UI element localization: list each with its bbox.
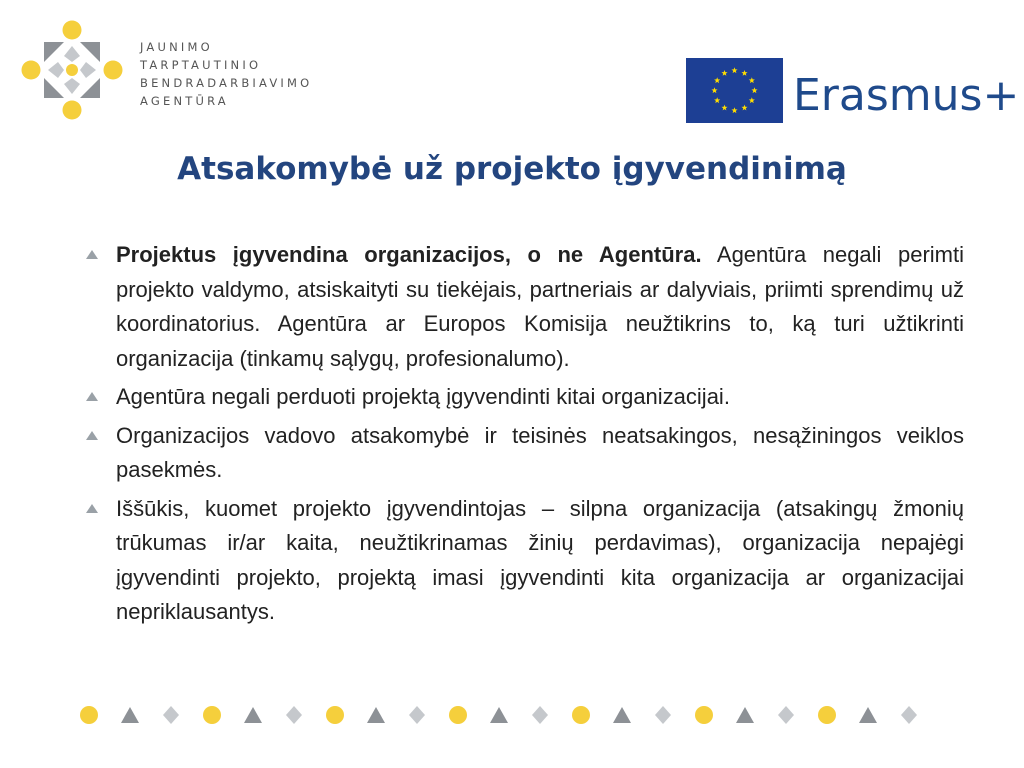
agency-name-line: AGENTŪRA	[140, 94, 229, 108]
footer-circle-icon	[326, 706, 344, 724]
footer-diamond-icon	[901, 706, 917, 724]
bullet-item	[84, 380, 964, 415]
bullet-list	[84, 238, 964, 630]
footer-circle-icon	[818, 706, 836, 724]
footer-triangle-icon	[121, 707, 139, 723]
footer-triangle-icon	[613, 707, 631, 723]
footer-triangle-icon	[490, 707, 508, 723]
bullet-item	[84, 419, 964, 488]
erasmus-plus-logo-text: Erasmus+	[793, 70, 1020, 121]
slide-title: Atsakomybė už projekto įgyvendinimą	[177, 151, 847, 187]
footer-diamond-icon	[778, 706, 794, 724]
footer-circle-icon	[203, 706, 221, 724]
bullet-item	[84, 238, 964, 376]
bullet-bold-text: Projektus įgyvendina organizacijos, o ne Agentūra.	[116, 242, 702, 267]
agency-name-line: TARPTAUTINIO	[140, 58, 262, 72]
footer-circle-icon	[80, 706, 98, 724]
bullet-item	[84, 492, 964, 630]
footer-diamond-icon	[163, 706, 179, 724]
agency-name-line: BENDRADARBIAVIMO	[140, 76, 313, 90]
bullet-text: Agentūra negali perduoti projektą įgyvendinti kitai organizacijai.	[116, 384, 730, 409]
footer-circle-icon	[449, 706, 467, 724]
jta-logo-icon	[20, 18, 124, 122]
footer-triangle-icon	[244, 707, 262, 723]
footer-circle-icon	[695, 706, 713, 724]
agency-name-line: JAUNIMO	[140, 40, 213, 54]
bullet-text: Organizacijos vadovo atsakomybė ir teisinės neatsakingos, nesąžiningos veiklos pasekmės.	[116, 422, 964, 482]
bullet-text: Iššūkis, kuomet projekto įgyvendintojas – silpna organizacija (atsakingų žmonių trūkumas ir/ar kaita, neužtikrinamas žinių perdavimas), organizacija nepajėgi įgyvendinti projekto, projektą imasi įgyvendinti kita organizacija ar organizacijai nepriklausantys.	[116, 495, 964, 624]
footer-triangle-icon	[736, 707, 754, 723]
footer-triangle-icon	[367, 707, 385, 723]
footer-diamond-icon	[409, 706, 425, 724]
triangle-bullet-icon	[86, 431, 98, 440]
footer-diamond-icon	[286, 706, 302, 724]
footer-pattern-icon	[0, 700, 1024, 730]
footer-diamond-icon	[532, 706, 548, 724]
footer-triangle-icon	[859, 707, 877, 723]
triangle-bullet-icon	[86, 392, 98, 401]
footer-diamond-icon	[655, 706, 671, 724]
bullet-text: Agentūra negali perimti projekto valdymo, atsiskaityti su tiekėjais, partneriais ar dalyviais, priimti sprendimų už koordinatorius. Agentūra ar Europos Komisija neužtikrins to, ką turi užtikrinti organizacija (tinkamų sąlygų, profesionalumo).	[116, 242, 964, 371]
triangle-bullet-icon	[86, 504, 98, 513]
eu-flag-icon	[686, 58, 783, 123]
triangle-bullet-icon	[86, 250, 98, 259]
footer-circle-icon	[572, 706, 590, 724]
agency-name	[140, 38, 312, 110]
